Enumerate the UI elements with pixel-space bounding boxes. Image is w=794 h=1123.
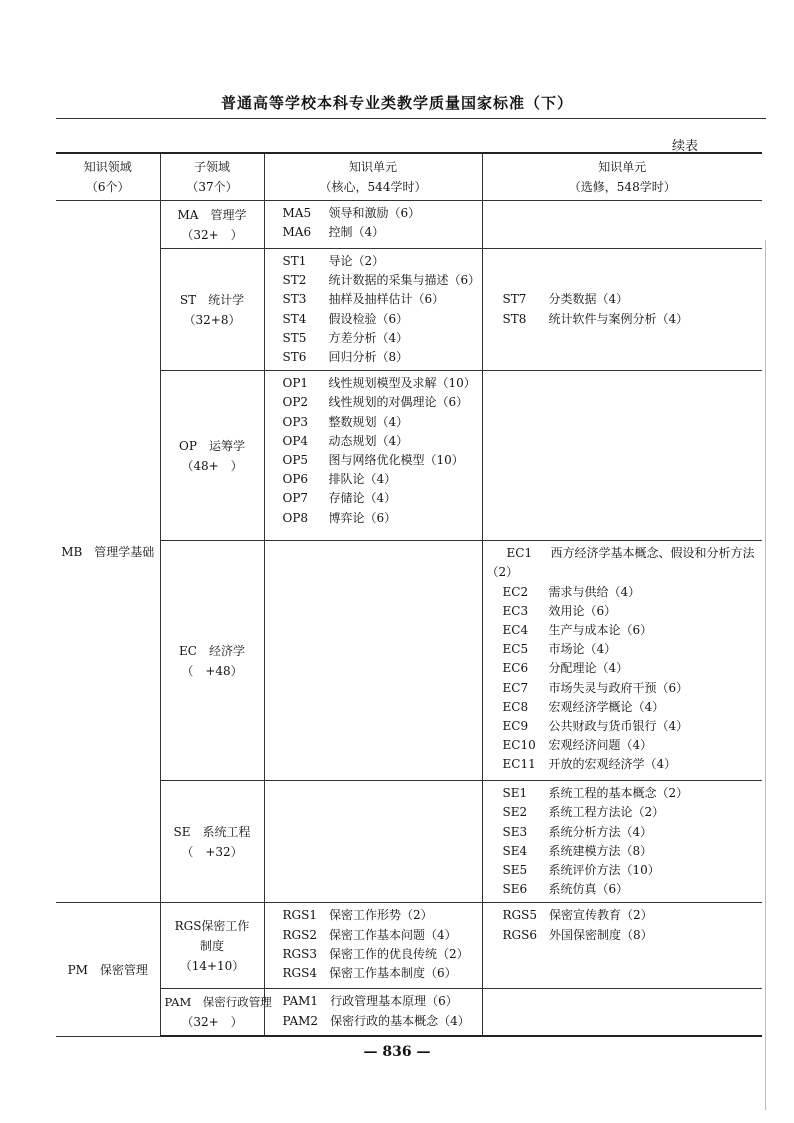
- header-sub-label: 子领域: [193, 160, 230, 174]
- unit-text: 保密宣传教育（2）: [549, 908, 653, 923]
- unit-text: 效用论（6）: [548, 603, 617, 618]
- table-row: [56, 781, 762, 903]
- sub-hours: （ +48）: [181, 663, 243, 678]
- sub-name: PAM 保密行政管理: [164, 995, 272, 1010]
- unit-code: SE2: [502, 805, 528, 820]
- knowledge-unit: [487, 310, 759, 329]
- unit-text: 系统分析方法（4）: [548, 824, 653, 839]
- unit-text: 保密工作基本问题（4）: [329, 927, 457, 942]
- unit-code: EC9: [502, 719, 529, 734]
- knowledge-unit: [487, 784, 759, 803]
- header-core-label: 知识单元: [348, 160, 397, 174]
- unit-text: 统计数据的采集与描述（6）: [328, 273, 481, 288]
- knowledge-unit: [269, 271, 481, 290]
- unit-text: 分类数据（4）: [548, 292, 629, 307]
- unit-text: 控制（4）: [328, 225, 385, 240]
- sub-hours: （14+10）: [179, 958, 245, 973]
- unit-code: EC11: [502, 757, 536, 772]
- knowledge-unit: [269, 348, 478, 367]
- table-row: [56, 249, 762, 371]
- unit-code: RGS5: [502, 908, 537, 923]
- knowledge-unit: [487, 755, 759, 774]
- sub-hours: （32+8）: [183, 312, 241, 327]
- header-elective-note: （选修，548学时）: [568, 180, 676, 194]
- header-elective-label: 知识单元: [598, 160, 647, 174]
- unit-code: OP3: [282, 414, 309, 429]
- knowledge-unit: [269, 470, 478, 489]
- unit-text: 公共财政与货币银行（4）: [548, 719, 689, 734]
- unit-code: SE4: [502, 843, 528, 858]
- unit-code: RGS2: [282, 927, 317, 942]
- unit-code: RGS6: [502, 927, 537, 942]
- elective-units-ma: [482, 201, 762, 249]
- knowledge-unit: [269, 509, 478, 528]
- core-units-se: [264, 781, 482, 903]
- elective-units-rgs: [482, 903, 762, 989]
- knowledge-unit: [487, 861, 759, 880]
- page-number: — 836 —: [363, 1044, 431, 1060]
- core-units-op: [264, 371, 482, 541]
- knowledge-unit: [487, 602, 759, 621]
- knowledge-unit: [487, 736, 759, 755]
- elective-units-ec: [482, 541, 762, 781]
- sub-pam: [160, 989, 272, 1037]
- core-units-ma: [264, 201, 482, 249]
- header-core: [264, 153, 482, 201]
- table-row: [56, 903, 762, 989]
- unit-text: 西方经济学基本概念、假设和分析方法（2）: [486, 546, 755, 580]
- unit-text: 行政管理基本原理（6）: [330, 994, 458, 1009]
- unit-code: SE6: [502, 882, 528, 897]
- unit-text: 开放的宏观经济学（4）: [548, 757, 677, 772]
- unit-text: 外国保密制度（8）: [549, 927, 653, 942]
- unit-text: 需求与供给（4）: [548, 584, 641, 599]
- unit-text: 领导和激励（6）: [328, 206, 421, 220]
- unit-code: SE1: [502, 786, 528, 801]
- knowledge-unit: [269, 223, 478, 242]
- knowledge-unit: [269, 252, 478, 271]
- unit-text: 整数规划（4）: [328, 414, 409, 429]
- sub-op: [160, 371, 264, 541]
- unit-text: 排队论（4）: [328, 472, 397, 487]
- unit-code: ST1: [282, 254, 307, 268]
- unit-code: OP6: [282, 472, 309, 487]
- sub-name: MA 管理学: [177, 207, 247, 222]
- unit-text: 系统建模方法（8）: [548, 843, 653, 858]
- header-sub: [160, 153, 264, 201]
- core-units-st: [264, 249, 482, 371]
- unit-code: EC4: [502, 623, 529, 638]
- unit-text: 动态规划（4）: [328, 433, 409, 448]
- unit-text: 系统工程方法论（2）: [548, 805, 665, 820]
- knowledge-unit: [487, 926, 759, 945]
- knowledge-unit: [269, 310, 478, 329]
- table-row: [56, 371, 762, 541]
- knowledge-unit: [269, 489, 478, 508]
- elective-units-pam: [482, 989, 762, 1037]
- unit-code: RGS4: [282, 966, 317, 981]
- unit-code: ST6: [282, 350, 307, 365]
- sub-hours: （48+ ）: [181, 458, 243, 473]
- elective-units-op: [482, 371, 762, 541]
- header-core-note: （核心，544学时）: [319, 180, 427, 194]
- domain-mb: MB 管理学基础: [56, 201, 160, 903]
- knowledge-unit: [487, 698, 759, 717]
- unit-code: OP4: [282, 433, 309, 448]
- knowledge-unit: [487, 717, 759, 736]
- unit-code: ST4: [282, 311, 307, 326]
- sub-hours: （32+ ）: [181, 1015, 243, 1030]
- knowledge-unit: [269, 945, 478, 964]
- sub-st: [160, 249, 264, 371]
- unit-text: 系统仿真（6）: [548, 882, 629, 897]
- unit-text: 宏观经济问题（4）: [548, 738, 653, 753]
- table-row: [56, 541, 762, 781]
- knowledge-unit: [269, 329, 478, 348]
- unit-text: 统计软件与案例分析（4）: [548, 311, 689, 326]
- unit-text: 保密行政的基本概念（4）: [330, 1013, 470, 1028]
- unit-code: EC7: [502, 680, 529, 695]
- unit-text: 线性规划的对偶理论（6）: [328, 395, 469, 410]
- knowledge-unit: [487, 679, 759, 698]
- knowledge-unit: [487, 640, 759, 659]
- unit-text: 市场论（4）: [548, 642, 617, 657]
- unit-code: EC1: [506, 546, 533, 561]
- unit-code: OP7: [282, 491, 309, 506]
- knowledge-unit: [487, 621, 759, 640]
- elective-units-se: [482, 781, 762, 903]
- continued-label: 续表: [671, 139, 698, 154]
- unit-code: OP5: [282, 453, 309, 468]
- unit-text: 回归分析（8）: [328, 350, 409, 365]
- scan-edge-line: [765, 240, 766, 1110]
- unit-code: EC6: [502, 661, 529, 676]
- unit-code: EC3: [502, 603, 529, 618]
- knowledge-unit: [487, 290, 759, 309]
- core-units-rgs: [264, 903, 482, 989]
- unit-code: RGS3: [282, 946, 317, 961]
- unit-code: ST5: [282, 330, 307, 345]
- knowledge-unit: [269, 992, 478, 1011]
- table-row: [56, 201, 762, 249]
- knowledge-unit: [269, 964, 478, 983]
- unit-text: 市场失灵与政府干预（6）: [548, 680, 689, 695]
- sub-ec: [160, 541, 264, 781]
- unit-code: OP8: [282, 510, 309, 525]
- knowledge-unit: [269, 290, 478, 309]
- unit-text: 假设检验（6）: [328, 311, 409, 326]
- unit-text: 系统评价方法（10）: [548, 863, 660, 878]
- sub-hours: （32+ ）: [181, 227, 243, 242]
- unit-code: MA6: [282, 225, 312, 240]
- table-header-row: [56, 153, 762, 201]
- header-divider: [56, 118, 766, 119]
- sub-rgs: [160, 903, 264, 989]
- knowledge-unit: [487, 842, 759, 861]
- unit-code: ST7: [502, 292, 527, 307]
- unit-code: EC5: [502, 642, 529, 657]
- sub-name: ST 统计学: [179, 292, 245, 307]
- knowledge-unit: [269, 906, 478, 925]
- knowledge-unit: [487, 544, 759, 582]
- knowledge-unit: [487, 803, 759, 822]
- unit-text: 保密工作形势（2）: [329, 908, 433, 923]
- unit-text: 导论（2）: [328, 254, 385, 268]
- knowledge-unit: [269, 413, 478, 432]
- unit-code: PAM1: [282, 994, 319, 1009]
- knowledge-unit: [269, 204, 478, 223]
- unit-code: SE3: [502, 824, 528, 839]
- knowledge-unit: [269, 451, 478, 470]
- unit-text: 图与网络优化模型（10）: [328, 453, 464, 468]
- unit-text: 生产与成本论（6）: [548, 623, 653, 638]
- knowledge-unit: [269, 432, 478, 451]
- sub-name-line2: 制度: [199, 938, 224, 953]
- knowledge-unit: [269, 393, 478, 412]
- unit-code: ST2: [282, 273, 307, 288]
- table-row: [56, 989, 762, 1037]
- unit-text: 系统工程的基本概念（2）: [548, 786, 689, 801]
- unit-text: 线性规划模型及求解（10）: [328, 376, 476, 391]
- unit-code: ST8: [502, 311, 527, 326]
- page-header-title: 普通高等学校本科专业类教学质量国家标准（下）: [220, 94, 573, 112]
- unit-code: RGS1: [282, 908, 317, 923]
- unit-code: OP2: [282, 395, 309, 410]
- header-elective: [482, 153, 762, 201]
- unit-text: 宏观经济学概论（4）: [548, 699, 665, 714]
- sub-name: EC 经济学: [179, 643, 245, 658]
- domain-pm: PM 保密管理: [56, 903, 160, 1037]
- knowledge-unit: [487, 823, 759, 842]
- knowledge-table-wrapper: [56, 152, 762, 1037]
- sub-name: RGS保密工作: [174, 918, 250, 933]
- knowledge-unit: [269, 926, 478, 945]
- unit-text: 保密工作基本制度（6）: [329, 966, 457, 981]
- knowledge-unit: [269, 374, 478, 393]
- core-units-pam: [264, 989, 482, 1037]
- unit-code: EC10: [502, 738, 536, 753]
- knowledge-unit: [487, 583, 759, 602]
- sub-name: SE 系统工程: [173, 824, 251, 839]
- knowledge-unit: [487, 906, 759, 925]
- unit-text: 保密工作的优良传统（2）: [329, 946, 469, 961]
- knowledge-unit: [487, 880, 759, 899]
- header-domain-count: （6个）: [85, 180, 130, 194]
- knowledge-table: [56, 152, 762, 1037]
- header-sub-count: （37个）: [186, 180, 238, 194]
- sub-ma: [160, 201, 264, 249]
- knowledge-unit: [269, 1012, 478, 1031]
- unit-text: 方差分析（4）: [328, 330, 409, 345]
- knowledge-unit: [487, 659, 759, 678]
- header-domain-label: 知识领域: [83, 160, 132, 174]
- core-units-ec: [264, 541, 482, 781]
- sub-se: [160, 781, 264, 903]
- unit-text: 博弈论（6）: [328, 510, 397, 525]
- sub-hours: （ +32）: [181, 844, 243, 859]
- unit-code: EC8: [502, 699, 529, 714]
- elective-units-st: [482, 249, 762, 371]
- unit-code: MA5: [282, 206, 312, 220]
- unit-text: 存储论（4）: [328, 491, 397, 506]
- header-domain: [56, 153, 160, 201]
- unit-code: ST3: [282, 292, 307, 307]
- unit-code: SE5: [502, 863, 528, 878]
- sub-name: OP 运筹学: [179, 438, 245, 453]
- unit-text: 分配理论（4）: [548, 661, 629, 676]
- unit-code: PAM2: [282, 1013, 319, 1028]
- unit-text: 抽样及抽样估计（6）: [328, 292, 445, 307]
- unit-code: OP1: [282, 376, 309, 391]
- unit-code: EC2: [502, 584, 529, 599]
